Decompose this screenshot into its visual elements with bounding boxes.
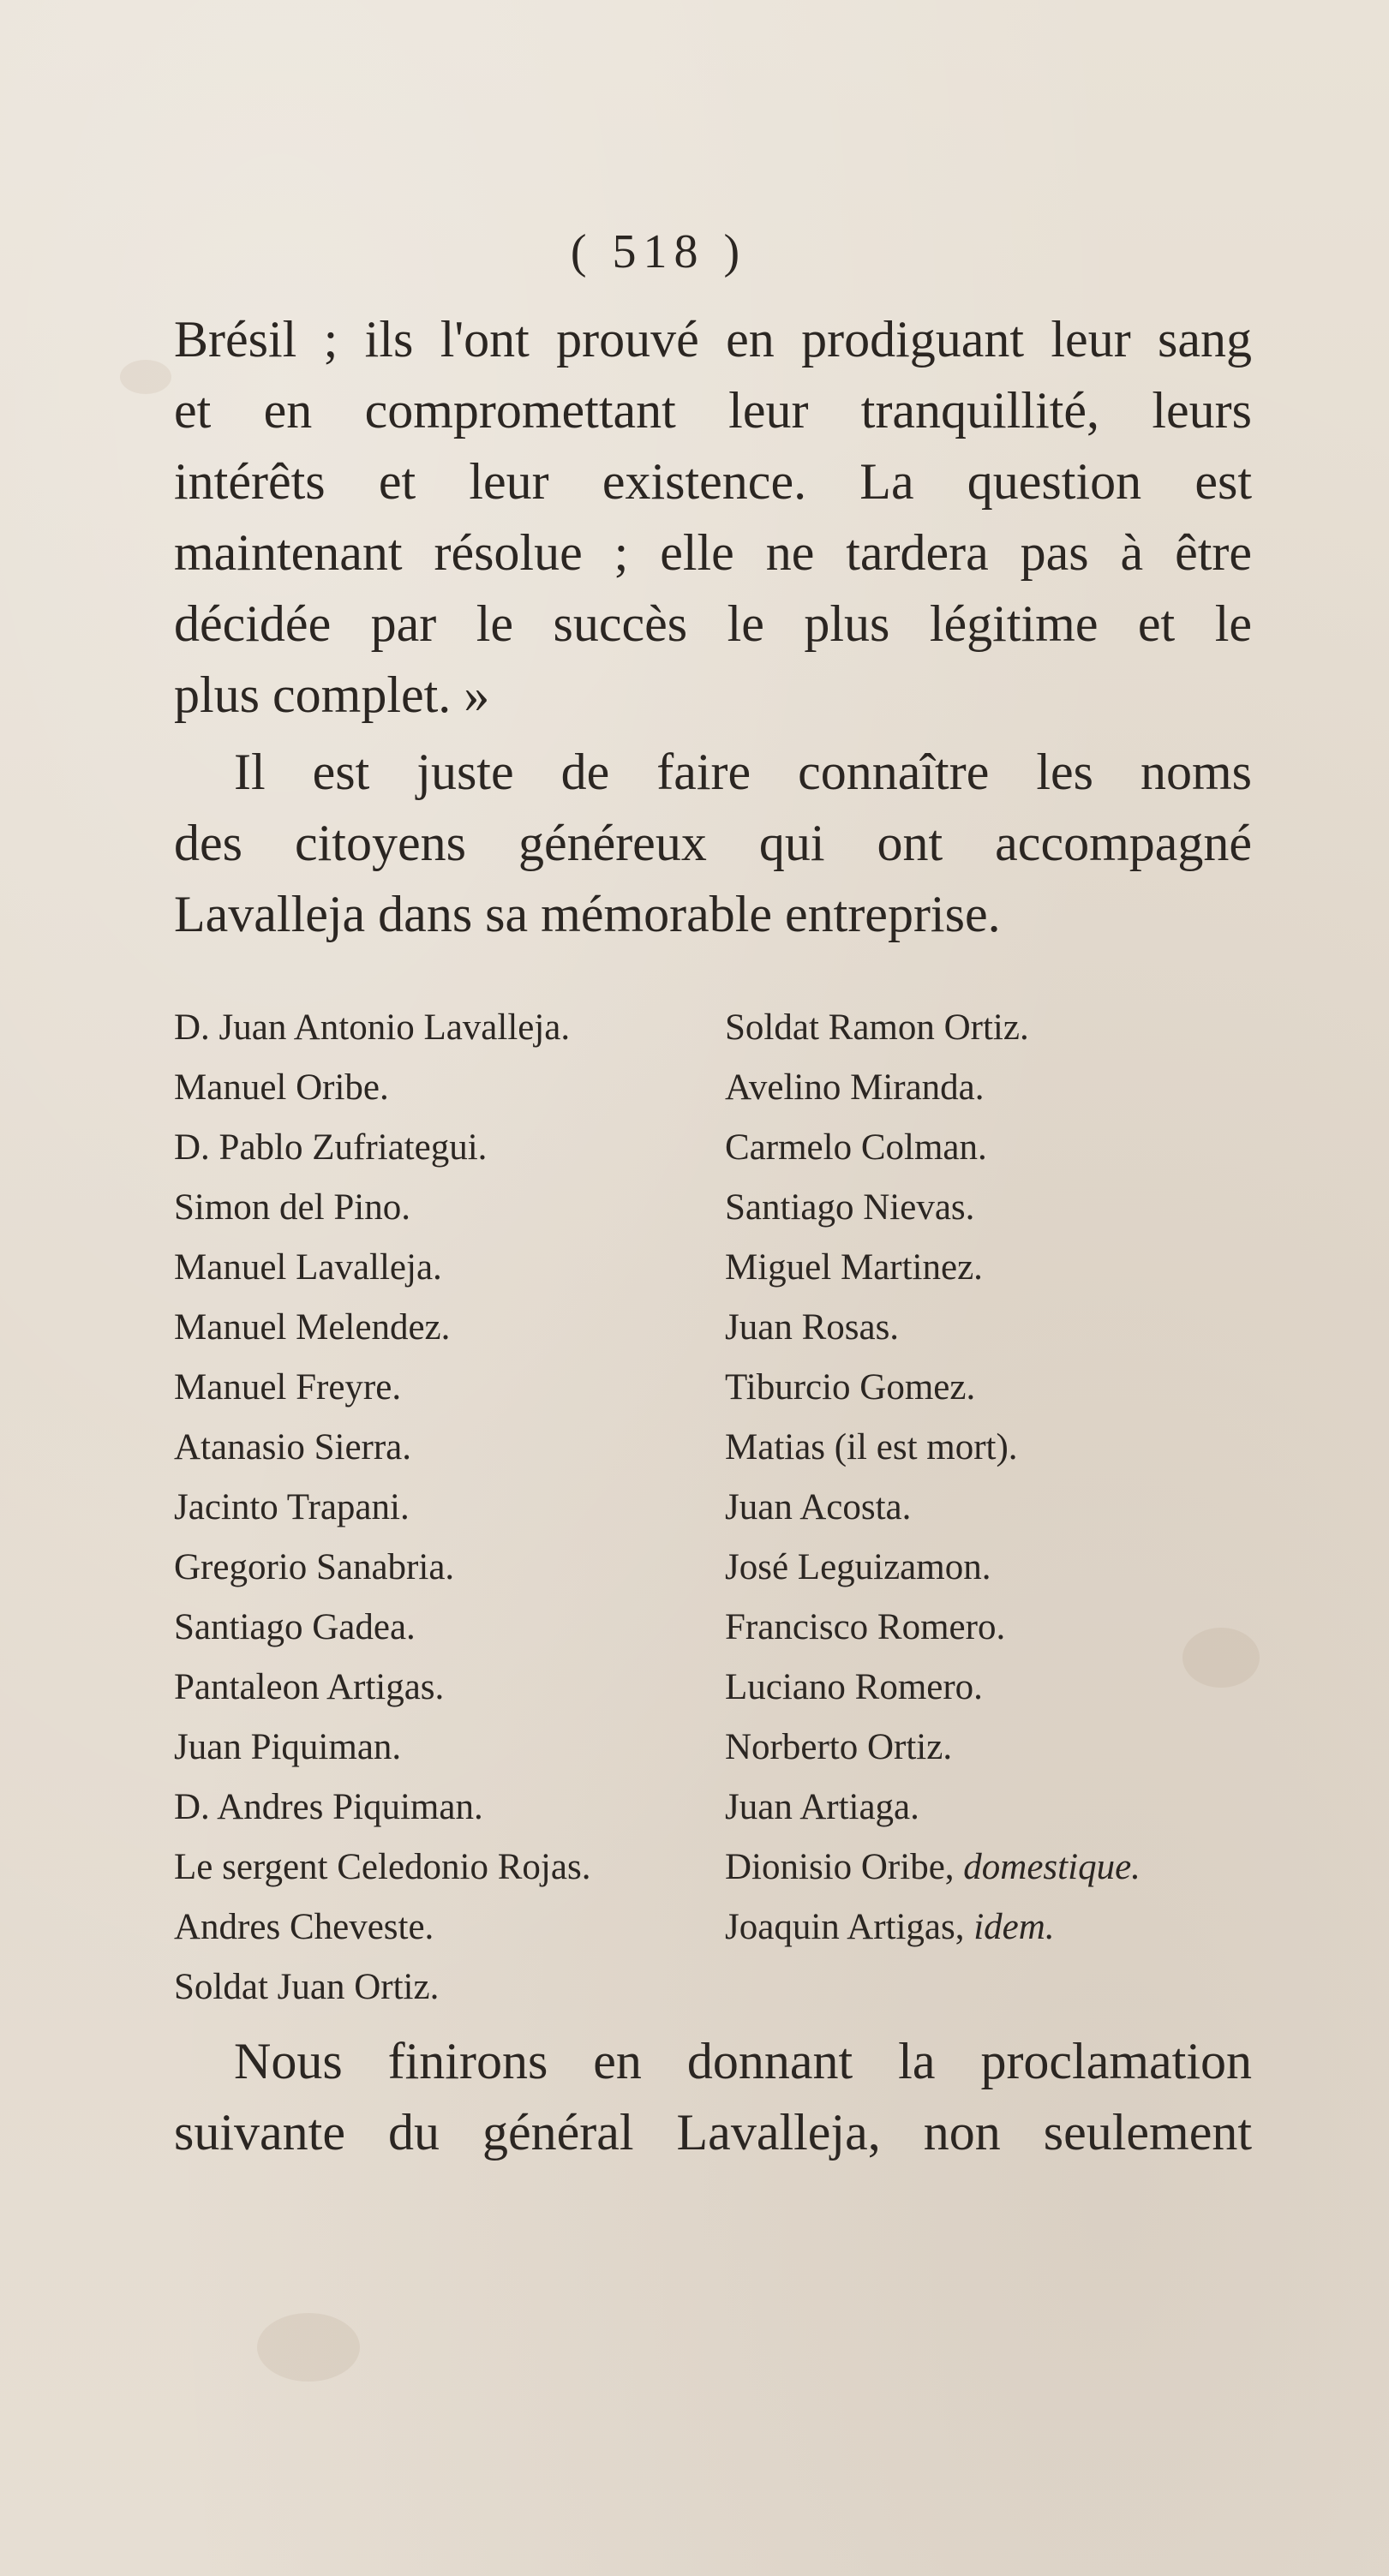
name-entry: Manuel Melendez.	[174, 1307, 451, 1348]
name-entry: Santiago Gadea.	[174, 1607, 416, 1647]
name-entry: Pantaleon Artigas.	[174, 1667, 445, 1707]
name-entry: Manuel Freyre.	[174, 1367, 402, 1408]
name-entry: D. Pablo Zufriategui.	[174, 1127, 488, 1168]
name-entry: D. Andres Piquiman.	[174, 1787, 483, 1827]
name-entry: Juan Rosas.	[725, 1307, 900, 1348]
text-line: intérêts et leur existence. La question est	[174, 453, 1252, 510]
name-entry: Avelino Miranda.	[725, 1067, 985, 1108]
text-line: décidée par le succès le plus légitime et le	[174, 595, 1252, 652]
paragraph-continuation	[174, 304, 1252, 731]
name-entry: Juan Acosta.	[725, 1487, 912, 1527]
name-entry: José Leguizamon.	[725, 1547, 991, 1587]
text-line: maintenant résolue ; elle ne tardera pas à être	[174, 524, 1252, 581]
name-entry: D. Juan Antonio Lavalleja.	[174, 1007, 571, 1048]
text-line: Lavalleja dans sa mémorable entreprise.	[174, 886, 1001, 942]
name-entry: Le sergent Celedonio Rojas.	[174, 1847, 591, 1887]
text-line: suivante du général Lavalleja, non seulement	[174, 2104, 1252, 2161]
text-line: et en compromettant leur tranquillité, leurs	[174, 382, 1252, 439]
name-entry: Santiago Nievas.	[725, 1187, 975, 1228]
names-list-right	[725, 998, 1273, 1957]
text-line: plus complet. »	[174, 666, 490, 723]
name-entry: Matias (il est mort).	[725, 1427, 1018, 1467]
name-entry: Simon del Pino.	[174, 1187, 410, 1228]
name-entry: Tiburcio Gomez.	[725, 1367, 976, 1408]
text-line: des citoyens généreux qui ont accompagné	[174, 815, 1252, 871]
role-note: domestique.	[963, 1847, 1141, 1887]
name-entry: Francisco Romero.	[725, 1607, 1006, 1647]
name-entry: Luciano Romero.	[725, 1667, 983, 1707]
name-entry: Miguel Martinez.	[725, 1247, 983, 1288]
paragraph-proclamation	[174, 2026, 1252, 2168]
name-entry: Norberto Ortiz.	[725, 1727, 953, 1767]
name-entry: Manuel Oribe.	[174, 1067, 389, 1108]
names-list-left	[174, 998, 705, 2017]
name-entry: Manuel Lavalleja.	[174, 1247, 442, 1288]
paragraph-intro-names	[174, 737, 1252, 950]
role-note: idem.	[973, 1907, 1055, 1947]
name-entry	[725, 1898, 1273, 1957]
page-number: ( 518 )	[570, 225, 747, 278]
name-text: Joaquin Artigas,	[725, 1907, 974, 1947]
name-entry: Juan Artiaga.	[725, 1787, 919, 1827]
name-entry: Gregorio Sanabria.	[174, 1547, 455, 1587]
name-entry: Soldat Ramon Ortiz.	[725, 1007, 1029, 1048]
name-entry: Jacinto Trapani.	[174, 1487, 410, 1527]
name-entry: Andres Cheveste.	[174, 1907, 434, 1947]
name-text: Dionisio Oribe,	[725, 1847, 964, 1887]
text-line: Nous finirons en donnant la proclamation	[234, 2033, 1252, 2089]
name-entry: Soldat Juan Ortiz.	[174, 1967, 440, 2007]
name-entry: Carmelo Colman.	[725, 1127, 987, 1168]
name-entry	[725, 1838, 1273, 1898]
text-line: Brésil ; ils l'ont prouvé en prodiguant leur sang	[174, 311, 1252, 368]
paper-stain	[120, 360, 171, 394]
name-entry: Juan Piquiman.	[174, 1727, 402, 1767]
paper-stain	[257, 2313, 360, 2382]
name-entry: Atanasio Sierra.	[174, 1427, 412, 1467]
text-line: Il est juste de faire connaître les noms	[234, 744, 1252, 800]
